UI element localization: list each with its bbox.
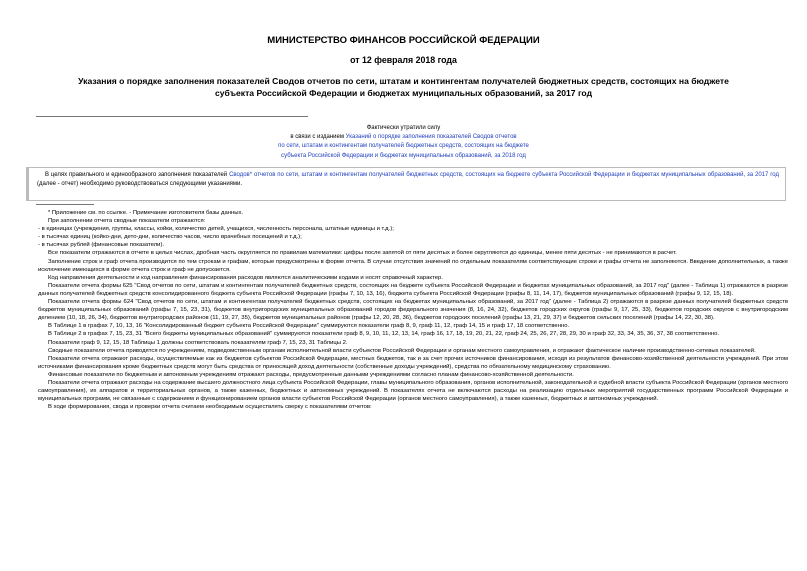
ministry-title: МИНИСТЕРСТВО ФИНАНСОВ РОССИЙСКОЙ ФЕДЕРАЦИИ [267, 35, 540, 46]
footnote-text: * Приложение см. по ссылке. - Примечание изготовителя базы данных. [48, 210, 244, 216]
status-link-ukazaniya[interactable]: Указаний о порядке заполнения показателей Сводов отчетов [345, 134, 517, 141]
status-note [0, 124, 807, 161]
footnote-divider [36, 204, 94, 205]
status-link-line-3[interactable]: по сети, штатам и контингентам получателей бюджетных средств, состоящих на бюджете [278, 143, 529, 150]
intro-paragraph [29, 168, 785, 189]
body-paragraph: В ходе формирования, свода и проверки отчета считаем необходимым осуществлять сверку с показателями отчетов: [48, 404, 372, 411]
status-link-line-4[interactable]: субъекта Российской Федерации и бюджетах муниципальных образований, за 2018 год [281, 152, 526, 159]
body-paragraph: В Таблице 2 в графах 7, 15, 23, 31 "Всего бюджеты муниципальных образований" суммируются показатели граф 8, 9, 10, 11, 12, 13, 14, граф 16, 17, 18, 19, 20, 21, 22, граф 24, 25, 26, 27, 28, 29, 30 и граф 32, 33, 34, 35, 36, 37, 38 соответственно. [48, 331, 720, 338]
body-paragraph: Все показатели отражаются в отчете в целых числах, дробная часть округляется по правилам математики: цифры после запятой от пяти десятых и более округляются до единицы, менее пяти десятых - не принимаются в расчет. [48, 250, 677, 257]
body-paragraph: Заполнение строк и граф отчета производится по тем строкам и графам, которые предусмотрены в форме отчета. В случае отсутствия значений по отдельным показателям соответствующие строки и графы отчета не заполняются. Введение дополнительных, а также исключение имеющихся в форме отчета строк и граф не допускается. [38, 258, 788, 273]
document-subject: Указания о порядке заполнения показателей Сводов отчетов по сети, штатам и контингентам получателей бюджетных средств, состоящих на бюджете субъекта Российской Федерации и бюджетах муниципальных образований, за 2017 год [78, 76, 729, 98]
body-paragraph: Показатели отчета отражают расходы, осуществляемые как из бюджетов субъектов Российской Федерации, местных бюджетов, так и за счет прочих источников финансирования, исходя из результатов финансово-хозяйственной деятельности учреждений. При этом источниками финансирования кроме бюджетных средств могут быть средства от приносящей доход деятельности (собственные доходы учреждений), средства по обязательному медицинскому страхованию. [38, 355, 788, 370]
list-item: - в тысячах единиц (койко-дни, дето-дни, количество часов, число врачебных посещений и т.д.); [38, 234, 302, 241]
intro-box [26, 167, 786, 201]
body-paragraph: В Таблице 1 в графах 7, 10, 13, 16 "Консолидированный бюджет субъекта Российской Федерации" суммируются показатели граф 8, 9, граф 11, 12, граф 14, 15 и граф 17, 18 соответственно. [48, 323, 570, 330]
body-paragraph: Показатели отчета формы 624 "Свод отчетов по сети, штатам и контингентам получателей бюджетных средств, состоящих на бюджетах муниципальных образований, за 2017 год" (далее - Таблица 2) отражаются в разрезе данных получателей бюджетных средств бюджетов муниципальных образований (графы 7, 15, 23, 31), бюджетов внутригородских муниципальных образований городов федерального значения (8, 16, 24, 32), бюджетов городских округов (графы 9, 17, 25, 33), бюджетов городских округов с внутригородским делением (10, 18, 26, 34), бюджетов внутригородских районов (11, 19, 27, 35), бюджетов муниципальных районов (графы 12, 20, 28, 36), бюджетов городских поселений (графы 13, 21, 29, 37) и бюджетов сельских поселений (графы 14, 22, 30, 38). [38, 299, 788, 322]
document-date: от 12 февраля 2018 года [350, 55, 457, 65]
status-line-1: Фактически утратили силу [366, 125, 441, 131]
body-paragraph: Показатели граф 9, 12, 15, 18 Таблицы 1 должны соответствовать показателям граф 7, 15, 23, 31 Таблицы 2. [48, 339, 348, 346]
document-body [38, 209, 788, 411]
body-paragraph: При заполнении отчета сводные показатели отражаются: [48, 218, 206, 225]
status-line-2 [0, 133, 807, 142]
header-divider [36, 116, 308, 117]
body-paragraph: Показатели отчета формы 625 "Свод отчетов по сети, штатам и контингентам получателей бюджетных средств, состоящих на бюджете субъекта Российской Федерации и бюджетах муниципальных образований, за 2017 год" (далее - Таблица 1) отражаются в разрезе данных получателей бюджетных средств консолидированного бюджета субъекта Российской Федерации (графы 7, 10, 13, 16), бюджета субъекта Российской Федерации (графы 8, 11, 14, 17), бюджетов муниципальных образований (графы 9, 12, 15, 18). [38, 282, 788, 297]
intro-text-post: (далее - отчет) необходимо руководствоваться следующими указаниями. [37, 181, 243, 187]
body-paragraph: Сводные показатели отчета приводятся по учреждениям, подведомственным органам исполнительной власти субъектов Российской Федерации и органам местного самоуправления, и отражают фактическое наличие производственно-сетевых показателей. [48, 347, 756, 354]
list-item: - в тысячах рублей (финансовые показатели). [38, 242, 165, 249]
status-line-2-text: в связи с изданием [290, 134, 346, 141]
body-paragraph: Код направления деятельности и код направления финансирования расходов являются аналитическими кодами и носят справочный характер. [48, 274, 443, 281]
body-paragraph: Показатели отчета отражают расходы на содержание высшего должностного лица субъекта Российской Федерации, главы муниципального образования, органов исполнительной, законодательной и судебной власти субъекта Российской Федерации (органов местного самоуправления), их аппаратов и территориальных органов, а также казенных, бюджетных и автономных учреждений. В показателях отчета не включаются расходы на реализацию отдельных мероприятий государственных программ Российской Федерации и муниципальных программ, не связанные с содержанием и функционированием органов власти субъектов Российской Федерации (органов местного самоуправления), а также казенных, бюджетных и автономных учреждений. [38, 379, 788, 403]
intro-text-pre: В целях правильного и единообразного заполнения показателей [45, 172, 230, 178]
list-item: - в единицах (учреждения, группы, классы, койки, количество детей, учащихся, численность персонала, штатные единицы и т.д.); [38, 226, 394, 233]
intro-link-svody[interactable]: Сводов* отчетов по сети, штатам и контингентам получателей бюджетных средств, состоящих на бюджете субъекта Российской Федерации и бюджетах муниципальных образований, за 2017 год [229, 172, 779, 178]
body-paragraph: Финансовые показатели по бюджетным и автономным учреждениям отражают расходы, предусмотренные данными учреждениями согласно планам финансово-хозяйственной деятельности. [48, 371, 574, 378]
